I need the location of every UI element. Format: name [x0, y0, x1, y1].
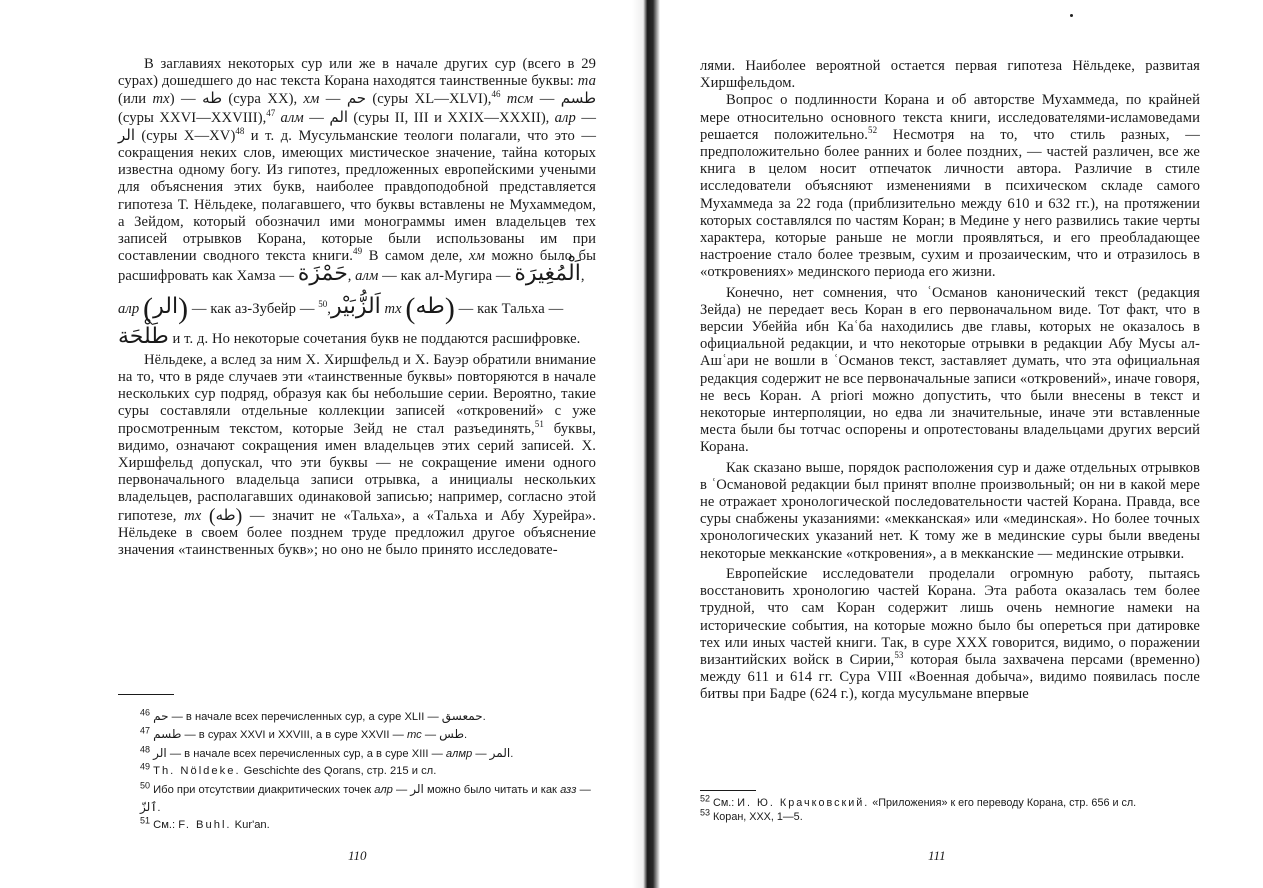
footnote-48: $^{48}$ الر — в начале всех перечисленных сур, а в суре XIII — алмр — المر. — [140, 744, 514, 760]
paragraph: Как сказано выше, порядок расположения сур и даже отдельных отрывков в ʿОсмановой редакции был принят вполне произвольный; он ни в какой мере не отражает хронологической последовательности частей Корана. Правда, все суры снабжены указаниями: «мекканская» или «мединская». Но более точных хронологических указаний нет. К тому же в мединские суры были введены некоторые мекканские «откровения», а в мекканские — мединские отрывки. — [700, 459, 1200, 562]
paragraph: طَلْحَة и т. д. Но некоторые сочетания букв не поддаются расшифровке. — [118, 323, 581, 349]
footnote-52: $^{52}$ См.: И. Ю. Крачковский. «Приложения» к его переводу Корана, стр. 656 и сл. — [700, 793, 1137, 809]
paragraph: Нёльдеке, а вслед за ним Х. Хиршфельд и Х. Бауэр обратили внимание на то, что в ряде случаев эти «таинственные буквы» повторяются в начале нескольких сур подряд, образуя как бы небольшие серии. Вероятно, такие суры составляли отдельные коллекции записей «откровений» с уже просмотренным текстом, которые Зейд не стал разъединять,$^{51}$ буквы, видимо, означают сокращения имен владельцев этих серий записей. Х. Хиршфельд допускал, что эти буквы — не сокращение имени одного первоначального владельца записи отрывка, а инициалы нескольких владельцев, располагавших одинаковой записью; например, согласно этой гипотезе, тх (طه) — значит не «Тальха», а «Тальха и Абу Хурейра». Нёльдеке в своем более позднем труде предложил другое объяснение значения «таинственных букв»; но оно не было принято исследовате- — [118, 351, 597, 559]
page-number: 110 — [348, 848, 367, 863]
book-gutter — [632, 0, 660, 888]
print-speck — [1070, 14, 1073, 17]
footnote-50: $^{50}$ Ибо при отсутствии диакритических точек алр — الر можно было читать и как азз — ٱلزّ. — [140, 779, 591, 815]
paragraph: Вопрос о подлинности Корана и об авторстве Мухаммеда, по крайней мере относительно основного текста книги, исследователями-исламоведами решается положительно.$^{52}$ Несмотря на то, что стиль разных, — предположительно более ранних и более поздних, — частей различен, все же книга в целом носит отпечаток личности автора. Различие в стиле исследователи объясняют изменениями в психическом складе самого Мухаммеда за 22 года (приблизительно между 610 и 632 гг.), на протяжении которых составлялся по частям Коран; в Медине у него развились такие черты характера, которые раньше не могли проявляться, и его преобладающее настроение стало более трезвым, сухим и прозаическим, что и отразилось в «откровениях» мединского периода его жизни. — [700, 92, 1200, 281]
left-main-text — [118, 56, 596, 559]
left-footnotes — [140, 708, 600, 835]
paragraph: Конечно, нет сомнения, что ʿОсманов канонический текст (редакция Зейда) не передает весь Коран в его первоначальном виде. Тот факт, что в версии Убеййа ибн Каʿба находились две главы, которых не оказалось в официальной редакции, и что некоторые отрывки в редакции Абу Мусы ал-Ашʿари не вошли в ʿОсманов текст, заставляет думать, что эта официальная редакция содержит не все первоначальные записи «откровений», иначе говоря, не весь Коран. А priori можно допустить, что были внесены в текст и некоторые интерполяции, но едва ли значительные, иначе эти вставленные места были бы тотчас оспорены и опротестованы владельцами других версий Корана. — [700, 284, 1200, 456]
footnote-51: $^{51}$ См.: F. Buhl. Kur'an. — [140, 815, 270, 832]
paragraph: В заглавиях некоторых сур или же в начале других сур (всего в 29 сурах) дошедшего до нас текста Корана находятся таинственные буквы: та (или тх) — طه (сура XX), хм — حم (суры XL—XLVI),$^{46}$ тсм — طسم (суры XXVI—XXVIII),$^{47}$ алм — الم (суры II, III и XXIX—XXXII), алр — الر (суры X—XV)$^{48}$ и т. д. Мусульманские теологи полагали, что это — сокращения неких слов, имеющих мистическое значение, тайна которых известна одному богу. Из гипотез, предложенных европейскими учеными для объяснения этих букв, наиболее правдоподобной представляется гипотеза Т. Нёльдеке, полагавшего, что буквы вставлены не Мухаммедом, а Зейдом, который обозначил ими монограммы имен владельцев тех записей отрывков Корана, которые были использованы им при составлении сводного текста книги.$^{49}$ В самом деле, хм можно было бы расшифровать как Хамза — حَمْزَة, алм — как ал-Мугира — اَلْمُغِيرَة, — [118, 56, 597, 287]
paragraph: Европейские исследователи проделали огромную работу, пытаясь восстановить хронологию частей Корана. Эта работа оказалась тем более трудной, что сам Коран содержит лишь очень немногие намеки на исторические события, на которые можно было бы опереться при датировке тех или иных частей книги. Так, в суре XXX говорится, видимо, о поражении византийских войск в Сирии,$^{53}$ которая была захвачена персами (временно) между 611 и 614 гг. Сура VIII «Военная добыча», видимо появилась после битвы при Бадре (624 г.), когда мусульмане впервые — [700, 565, 1200, 703]
footnote-49: $^{49}$ Th. Nöldeke. Geschichte des Qorans, стр. 215 и сл. — [140, 761, 437, 778]
footnote-46: $^{46}$ حم — в начале всех перечисленных сур, а суре XLII — حمعسق. — [140, 707, 486, 723]
footnote-47: $^{47}$ طسم — в сурах XXVI и XXVIII, а в суре XXVII — тс — طس. — [140, 725, 468, 742]
page-number: 111 — [928, 848, 946, 863]
paragraph: лями. Наиболее вероятной остается первая гипотеза Нёльдеке, развитая Хиршфельдом. — [700, 58, 1200, 92]
right-page — [660, 0, 1263, 888]
footnote-53: $^{53}$ Коран, XXX, 1—5. — [700, 807, 803, 823]
formula-line: алр (الر) — как аз-Зубейр — اَلزُّبَيْر,$^{50}$ тх (طه) — как Тальха — — [118, 291, 564, 325]
footnote-divider — [118, 694, 174, 695]
footnote-divider — [700, 790, 756, 791]
right-main-text — [700, 58, 1200, 704]
right-footnotes — [700, 793, 1200, 824]
